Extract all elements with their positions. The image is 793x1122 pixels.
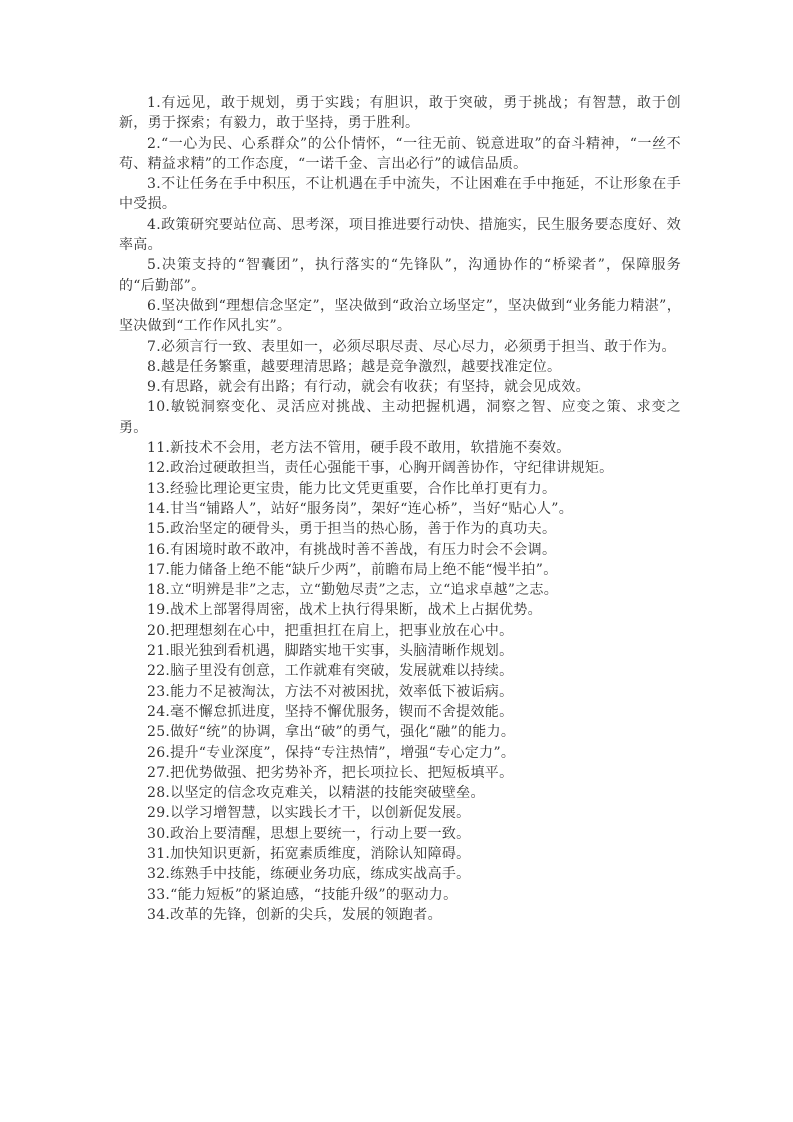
list-item-12: 12.政治过硬敢担当，责任心强能干事，心胸开阔善协作，守纪律讲规矩。 [147, 460, 614, 477]
list-item-4: 4.政策研究要站位高、思考深，项目推进要行动快、措施实，民生服务要态度好、效率高。 [119, 216, 681, 254]
list-item-30: 30.政治上要清醒，思想上要统一，行动上要一致。 [147, 825, 471, 842]
list-item-5: 5.决策支持的“智囊团”，执行落实的“先锋队”，沟通协作的“桥梁者”，保障服务的“后勤部”。 [119, 257, 681, 294]
list-item-3: 3.不让任务在手中积压，不让机遇在手中流失，不让困难在手中拖延，不让形象在手中受损。 [119, 176, 681, 213]
list-item-18: 18.立“明辨是非”之志，立“勤勉尽责”之志，立“追求卓越”之志。 [147, 582, 559, 599]
list-item-15: 15.政治坚定的硬骨头，勇于担当的热心肠，善于作为的真功夫。 [147, 521, 557, 538]
list-item-29: 29.以学习增智慧，以实践长才干，以创新促发展。 [147, 805, 471, 822]
list-item-21: 21.眼光独到看机遇，脚踏实地干实事，头脑清晰作规划。 [147, 643, 514, 660]
list-item-33: 33.“能力短板”的紧迫感，“技能升级”的驱动力。 [147, 886, 458, 903]
list-item-14: 14.甘当“铺路人”，站好“服务岗”，架好“连心桥”，当好“贴心人”。 [147, 500, 574, 517]
list-item-34: 34.改革的先锋，创新的尖兵，发展的领跑者。 [147, 906, 442, 923]
list-item-31: 31.加快知识更新，拓宽素质维度，消除认知障碍。 [147, 845, 471, 862]
list-item-9: 9.有思路，就会有出路；有行动，就会有收获；有坚持，就会见成效。 [147, 379, 590, 396]
list-item-27: 27.把优势做强、把劣势补齐，把长项拉长、把短板填平。 [147, 764, 514, 781]
list-item-10: 10.敏锐洞察变化、灵活应对挑战、主动把握机遇，洞察之智、应变之策、求变之勇。 [119, 399, 681, 436]
list-item-13: 13.经验比理论更宝贵，能力比文凭更重要，合作比单打更有力。 [147, 480, 557, 497]
list-item-2: 2.“一心为民、心系群众”的公仆情怀，“一往无前、锐意进取”的奋斗精神，“一丝不苟、精益求精”的工作态度，“一诺千金、言出必行”的诚信品质。 [119, 135, 681, 172]
list-item-1: 1.有远见，敢于规划，勇于实践；有胆识，敢于突破，勇于挑战；有智慧，敢于创新，勇于探索；有毅力，敢于坚持，勇于胜利。 [119, 95, 681, 132]
list-item-20: 20.把理想刻在心中，把重担扛在肩上，把事业放在心中。 [147, 622, 514, 639]
list-item-25: 25.做好“统”的协调，拿出“破”的勇气，强化“融”的能力。 [147, 724, 516, 741]
list-item-8: 8.越是任务繁重，越要理清思路；越是竞争激烈，越要找准定位。 [147, 358, 562, 375]
list-item-7: 7.必须言行一致、表里如一，必须尽职尽责、尽心尽力，必须勇于担当、敢于作为。 [147, 338, 676, 355]
list-item-26: 26.提升“专业深度”，保持“专注热情”，增强“专心定力”。 [147, 744, 516, 761]
list-item-22: 22.脑子里没有创意，工作就难有突破，发展就难以持续。 [147, 663, 514, 680]
list-item-11: 11.新技术不会用，老方法不管用，硬手段不敢用，软措施不奏效。 [147, 440, 571, 457]
document-page [119, 93, 681, 925]
list-item-19: 19.战术上部署得周密，战术上执行得果断，战术上占据优势。 [147, 602, 542, 619]
list-item-16: 16.有困境时敢不敢冲，有挑战时善不善战，有压力时会不会调。 [147, 541, 557, 558]
list-item-17: 17.能力储备上绝不能“缺斤少两”，前瞻布局上绝不能“慢半拍”。 [147, 561, 558, 578]
list-item-24: 24.毫不懈怠抓进度，坚持不懈优服务，锲而不舍提效能。 [147, 703, 514, 720]
list-item-23: 23.能力不足被淘汰，方法不对被困扰，效率低下被诟病。 [147, 683, 514, 700]
list-item-28: 28.以坚定的信念攻克难关，以精湛的技能突破壁垒。 [147, 785, 485, 802]
list-item-32: 32.练熟手中技能，练硬业务功底，练成实战高手。 [147, 866, 471, 883]
list-item-6: 6.坚决做到“理想信念坚定”，坚决做到“政治立场坚定”，坚决做到“业务能力精湛”，坚决做到“工作作风扎实”。 [119, 297, 681, 335]
